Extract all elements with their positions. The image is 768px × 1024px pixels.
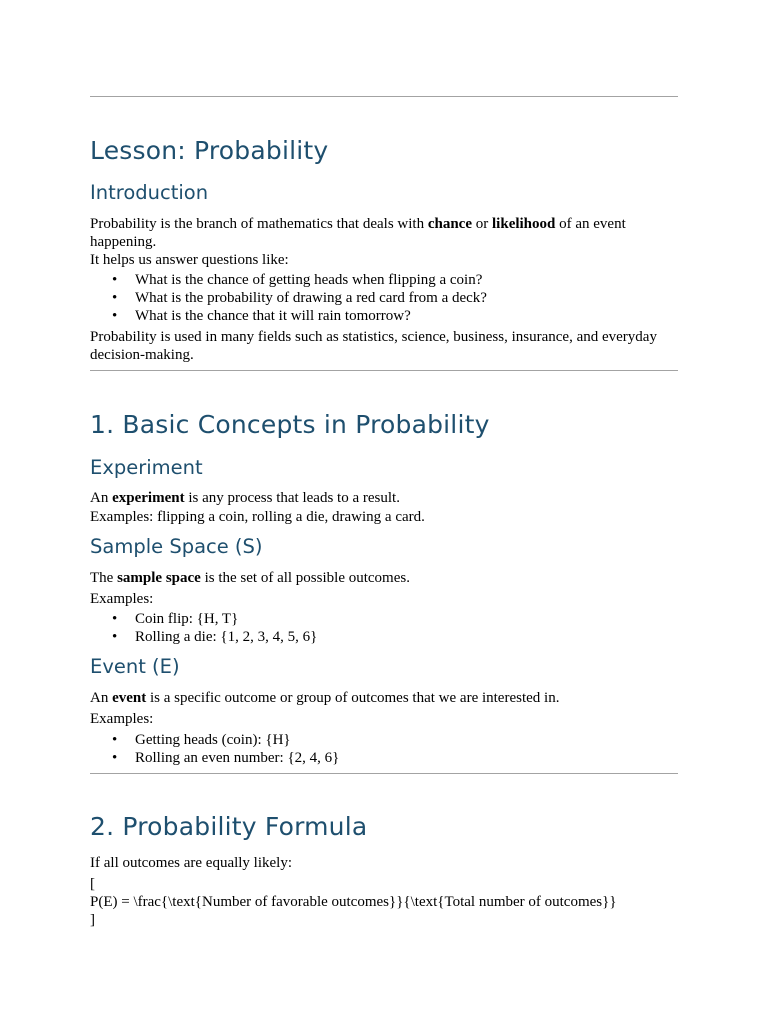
intro-text-mid: or [472,216,493,232]
sample-space-bold-term: sample space [117,570,201,586]
sample-space-text-after: is the set of all possible outcomes. [200,570,410,586]
list-item: • What is the chance of getting heads when flipping a coin? [135,271,678,289]
section-divider [90,773,678,774]
list-item: • Coin flip: {H, T} [135,610,678,628]
experiment-text-after: is any process that leads to a result. [184,490,400,506]
formula-close-bracket: ] [90,912,95,928]
sample-space-text-before: The [90,570,118,586]
intro-bold-likelihood: likelihood [492,216,556,232]
sample-space-list [90,610,678,646]
section-1-title: 1. Basic Concepts in Probability [90,410,490,439]
intro-text-before: Probability is the branch of mathematics that deals with [90,216,428,232]
experiment-examples: Examples: flipping a coin, rolling a die, drawing a card. [90,509,425,525]
intro-paragraph-3: Probability is used in many fields such as statistics, science, business, insurance, and everyday decision-making. [90,329,657,363]
event-examples-label: Examples: [90,711,154,727]
formula-latex: P(E) = \frac{\text{Number of favorable outcomes}}{\text{Total number of outcomes}} [90,894,617,910]
introduction-heading: Introduction [90,181,209,204]
event-text-after: is a specific outcome or group of outcomes that we are interested in. [146,690,560,706]
event-heading: Event (E) [90,655,180,678]
experiment-bold-term: experiment [112,490,185,506]
lesson-title: Lesson: Probability [90,136,329,165]
top-divider [90,96,678,97]
intro-bold-chance: chance [427,216,473,232]
formula-open-bracket: [ [90,876,95,892]
event-bold-term: event [112,690,147,706]
event-definition [90,689,678,707]
list-item: • What is the chance that it will rain tomorrow? [135,307,678,325]
experiment-definition [90,489,678,507]
sample-space-examples-label: Examples: [90,591,154,607]
list-item: • Rolling an even number: {2, 4, 6} [135,749,678,767]
intro-paragraph-1 [90,215,678,251]
section-divider [90,370,678,371]
formula-intro: If all outcomes are equally likely: [90,855,293,871]
list-item: • What is the probability of drawing a red card from a deck? [135,289,678,307]
experiment-heading: Experiment [90,456,203,479]
event-text-before: An [90,690,113,706]
intro-paragraph-2: It helps us answer questions like: [90,252,289,268]
intro-question-list [90,271,678,325]
sample-space-heading: Sample Space (S) [90,535,263,558]
section-2-title: 2. Probability Formula [90,812,368,841]
intro-text-after: of an event happening. [90,216,626,250]
sample-space-definition [90,569,678,587]
list-item: • Getting heads (coin): {H} [135,731,678,749]
event-list [90,731,678,767]
list-item: • Rolling a die: {1, 2, 3, 4, 5, 6} [135,628,678,646]
experiment-text-before: An [90,490,113,506]
